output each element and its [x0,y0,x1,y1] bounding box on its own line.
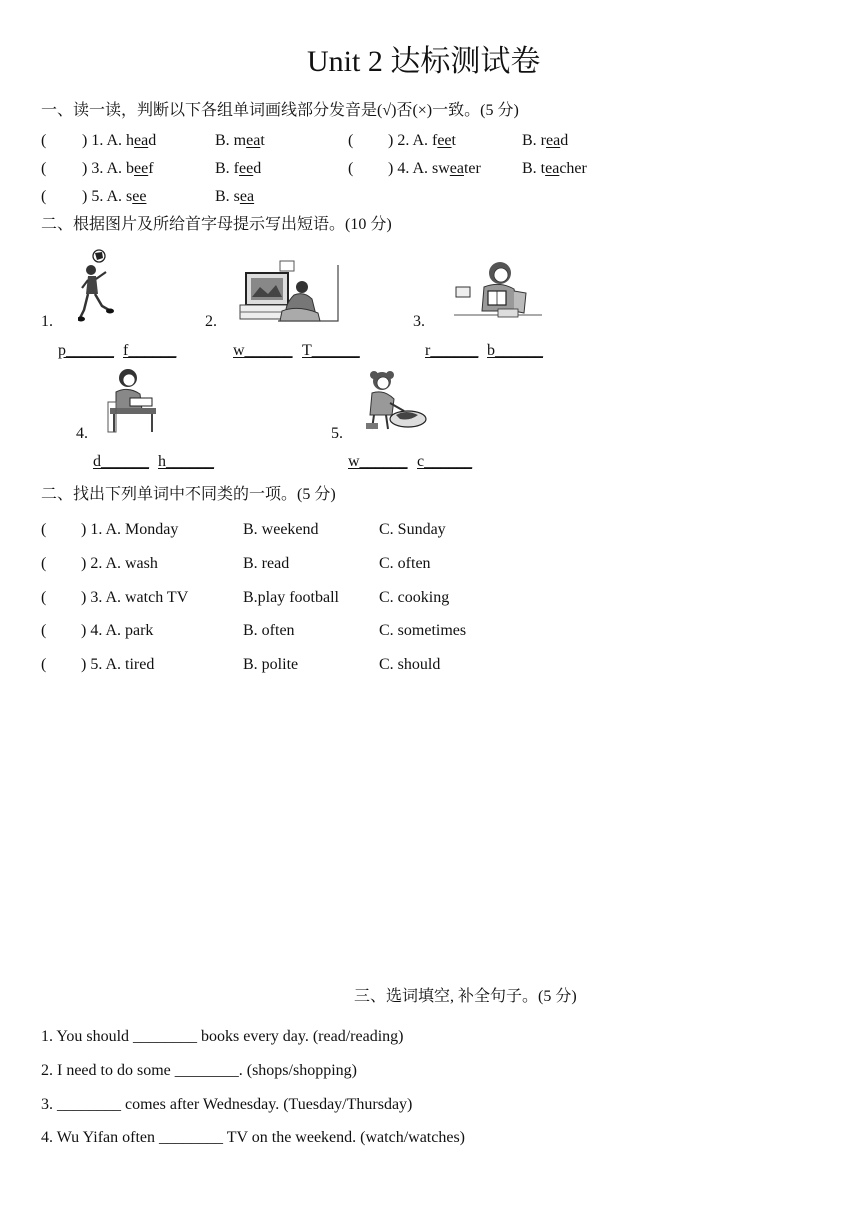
girl-washing-picture [360,369,428,435]
section-2-heading: 二、根据图片及所给首字母提示写出短语。(10 分) [41,216,392,233]
section-4-heading: 三、选词填空, 补全句子。(5 分) [354,988,577,1005]
answer-paren: ( [41,132,47,149]
option-c: C. should [379,656,441,673]
sentence-item: 3. ________ comes after Wednesday. (Tuesday/Thursday) [41,1096,413,1113]
boy-homework-picture [106,366,158,434]
question-item: ) 1. A. head [82,132,157,149]
answer-paren: ( [41,160,47,177]
answer-paren: ( [41,656,47,673]
question-item: ) 1. A. Monday [81,521,179,538]
question-item: ) 4. A. park [81,622,154,639]
hint-blank: h______ [158,453,214,470]
answer-paren: ( [41,589,47,606]
question-item: ) 5. A. see [82,188,147,205]
option-b: B. often [243,622,295,639]
option-b: B. meat [215,132,265,149]
option-b: B. weekend [243,521,319,538]
section-3-heading: 二、找出下列单词中不同类的一项。(5 分) [41,486,336,503]
option-c: C. often [379,555,431,572]
item-number: 4. [76,425,88,442]
hint-blank: d______ [93,453,149,470]
hint-blank: p______ [58,342,114,359]
hint-blank: f______ [123,342,177,359]
sentence-item: 4. Wu Yifan often ________ TV on the weekend. (watch/watches) [41,1129,465,1146]
hint-blank: c______ [417,453,473,470]
answer-paren: ( [41,521,47,538]
option-b: B. teacher [522,160,587,177]
girl-reading-picture [452,259,544,325]
section-1-heading: 一、读一读，判断以下各组单词画线部分发音是(√)否(×)一致。(5 分) [41,102,519,119]
answer-paren: ( [41,188,47,205]
page-title: Unit 2 达标测试卷 [307,45,541,78]
boy-football-picture [78,248,118,326]
question-item: ) 5. A. tired [81,656,155,673]
option-b: B.play football [243,589,339,606]
option-c: C. cooking [379,589,450,606]
question-item: ) 2. A. wash [81,555,158,572]
item-number: 3. [413,313,425,330]
question-item: ) 3. A. beef [82,160,154,177]
hint-blank: w______ [233,342,293,359]
hint-blank: w______ [348,453,408,470]
option-b: B. read [243,555,290,572]
option-c: C. sometimes [379,622,467,639]
option-b: B. read [522,132,569,149]
option-b: B. sea [215,188,255,205]
item-number: 1. [41,313,53,330]
hint-blank: b______ [487,342,543,359]
answer-paren: ( [41,622,47,639]
watch-tv-picture [238,259,344,325]
item-number: 5. [331,425,343,442]
question-item: ) 3. A. watch TV [81,589,189,606]
option-b: B. polite [243,656,299,673]
question-item: ) 2. A. feet [388,132,456,149]
sentence-item: 2. I need to do some ________. (shops/shopping) [41,1062,357,1079]
sentence-item: 1. You should ________ books every day. (read/reading) [41,1028,404,1045]
answer-paren: ( [348,132,354,149]
item-number: 2. [205,313,217,330]
option-b: B. feed [215,160,262,177]
answer-paren: ( [41,555,47,572]
option-c: C. Sunday [379,521,446,538]
hint-blank: r______ [425,342,479,359]
question-item: ) 4. A. sweater [388,160,481,177]
answer-paren: ( [348,160,354,177]
hint-blank: T______ [302,342,360,359]
